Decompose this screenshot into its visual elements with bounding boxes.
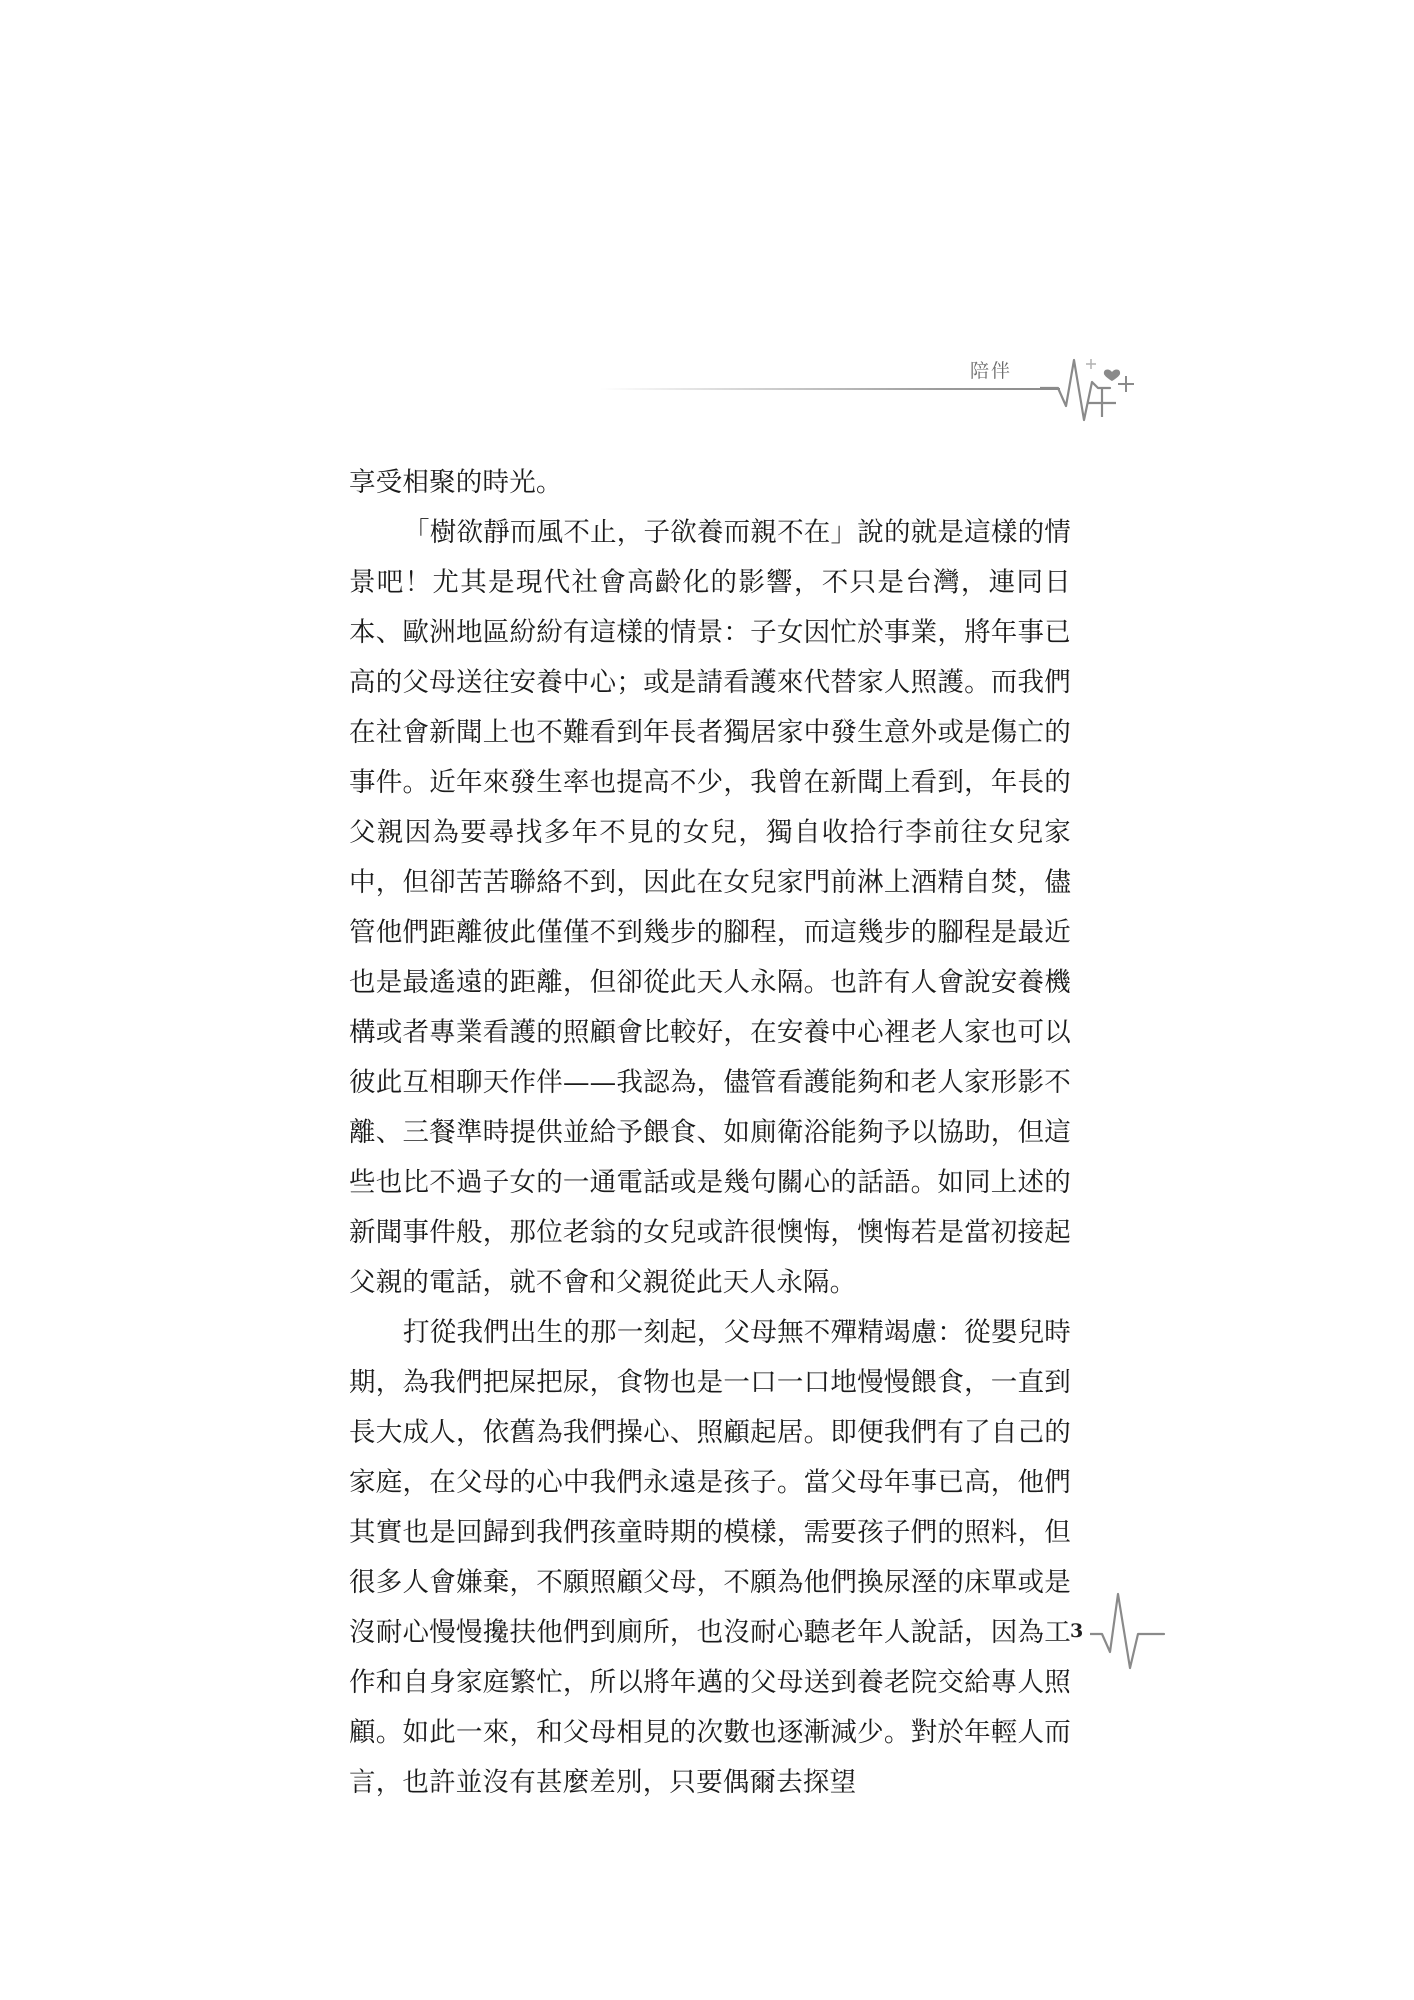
page-number: 3 — [1070, 1620, 1084, 1642]
body-text — [349, 458, 1071, 1808]
paragraph: 享受相聚的時光。 — [349, 467, 563, 498]
paragraph: 「樹欲靜而風不止，子欲養而親不在」說的就是這樣的情景吧！尤其是現代社會高齡化的影響，不只是台灣，連同日本、歐洲地區紛紛有這樣的情景：子女因忙於事業，將年事已高的父母送往安養中心；或是請看護來代替家人照護。而我們在社會新聞上也不難看到年長者獨居家中發生意外或是傷亡的事件。近年來發生率也提高不少，我曾在新聞上看到，年長的父親因為要尋找多年不見的女兒，獨自收拾行李前往女兒家中，但卻苦苦聯絡不到，因此在女兒家門前淋上酒精自焚，儘管他們距離彼此僅僅不到幾步的腳程，而這幾步的腳程是最近也是最遙遠的距離，但卻從此天人永隔。也許有人會說安養機構或者專業看護的照顧會比較好，在安養中心裡老人家也可以彼此互相聊天作伴——我認為，儘管看護能夠和老人家形影不離、三餐準時提供並給予餵食、如廁衛浴能夠予以協助，但這些也比不過子女的一通電話或是幾句關心的話語。如同上述的新聞事件般，那位老翁的女兒或許很懊悔，懊悔若是當初接起父親的電話，就不會和父親從此天人永隔。 — [349, 517, 1071, 1298]
heartbeat-line-icon — [1090, 1588, 1200, 1678]
heartbeat-line-icon — [1040, 348, 1160, 428]
running-title: 陪伴 — [970, 360, 1013, 382]
paragraph: 打從我們出生的那一刻起，父母無不殫精竭慮：從嬰兒時期，為我們把屎把尿，食物也是一口一口地慢慢餵食，一直到長大成人，依舊為我們操心、照顧起居。即便我們有了自己的家庭，在父母的心中我們永遠是孩子。當父母年事已高，他們其實也是回歸到我們孩童時期的模樣，需要孩子們的照料，但很多人會嫌棄，不願照顧父母，不願為他們換尿溼的床單或是沒耐心慢慢攙扶他們到廁所，也沒耐心聽老年人說話，因為工作和自身家庭繁忙，所以將年邁的父母送到養老院交給專人照顧。如此一來，和父母相見的次數也逐漸減少。對於年輕人而言，也許並沒有甚麼差別，只要偶爾去探望 — [349, 1317, 1071, 1798]
header-rule — [600, 388, 1060, 390]
plus-icon — [1118, 376, 1134, 392]
small-plus-icon — [1086, 359, 1096, 369]
heart-icon — [1104, 370, 1120, 381]
plus-icon — [1088, 389, 1116, 417]
